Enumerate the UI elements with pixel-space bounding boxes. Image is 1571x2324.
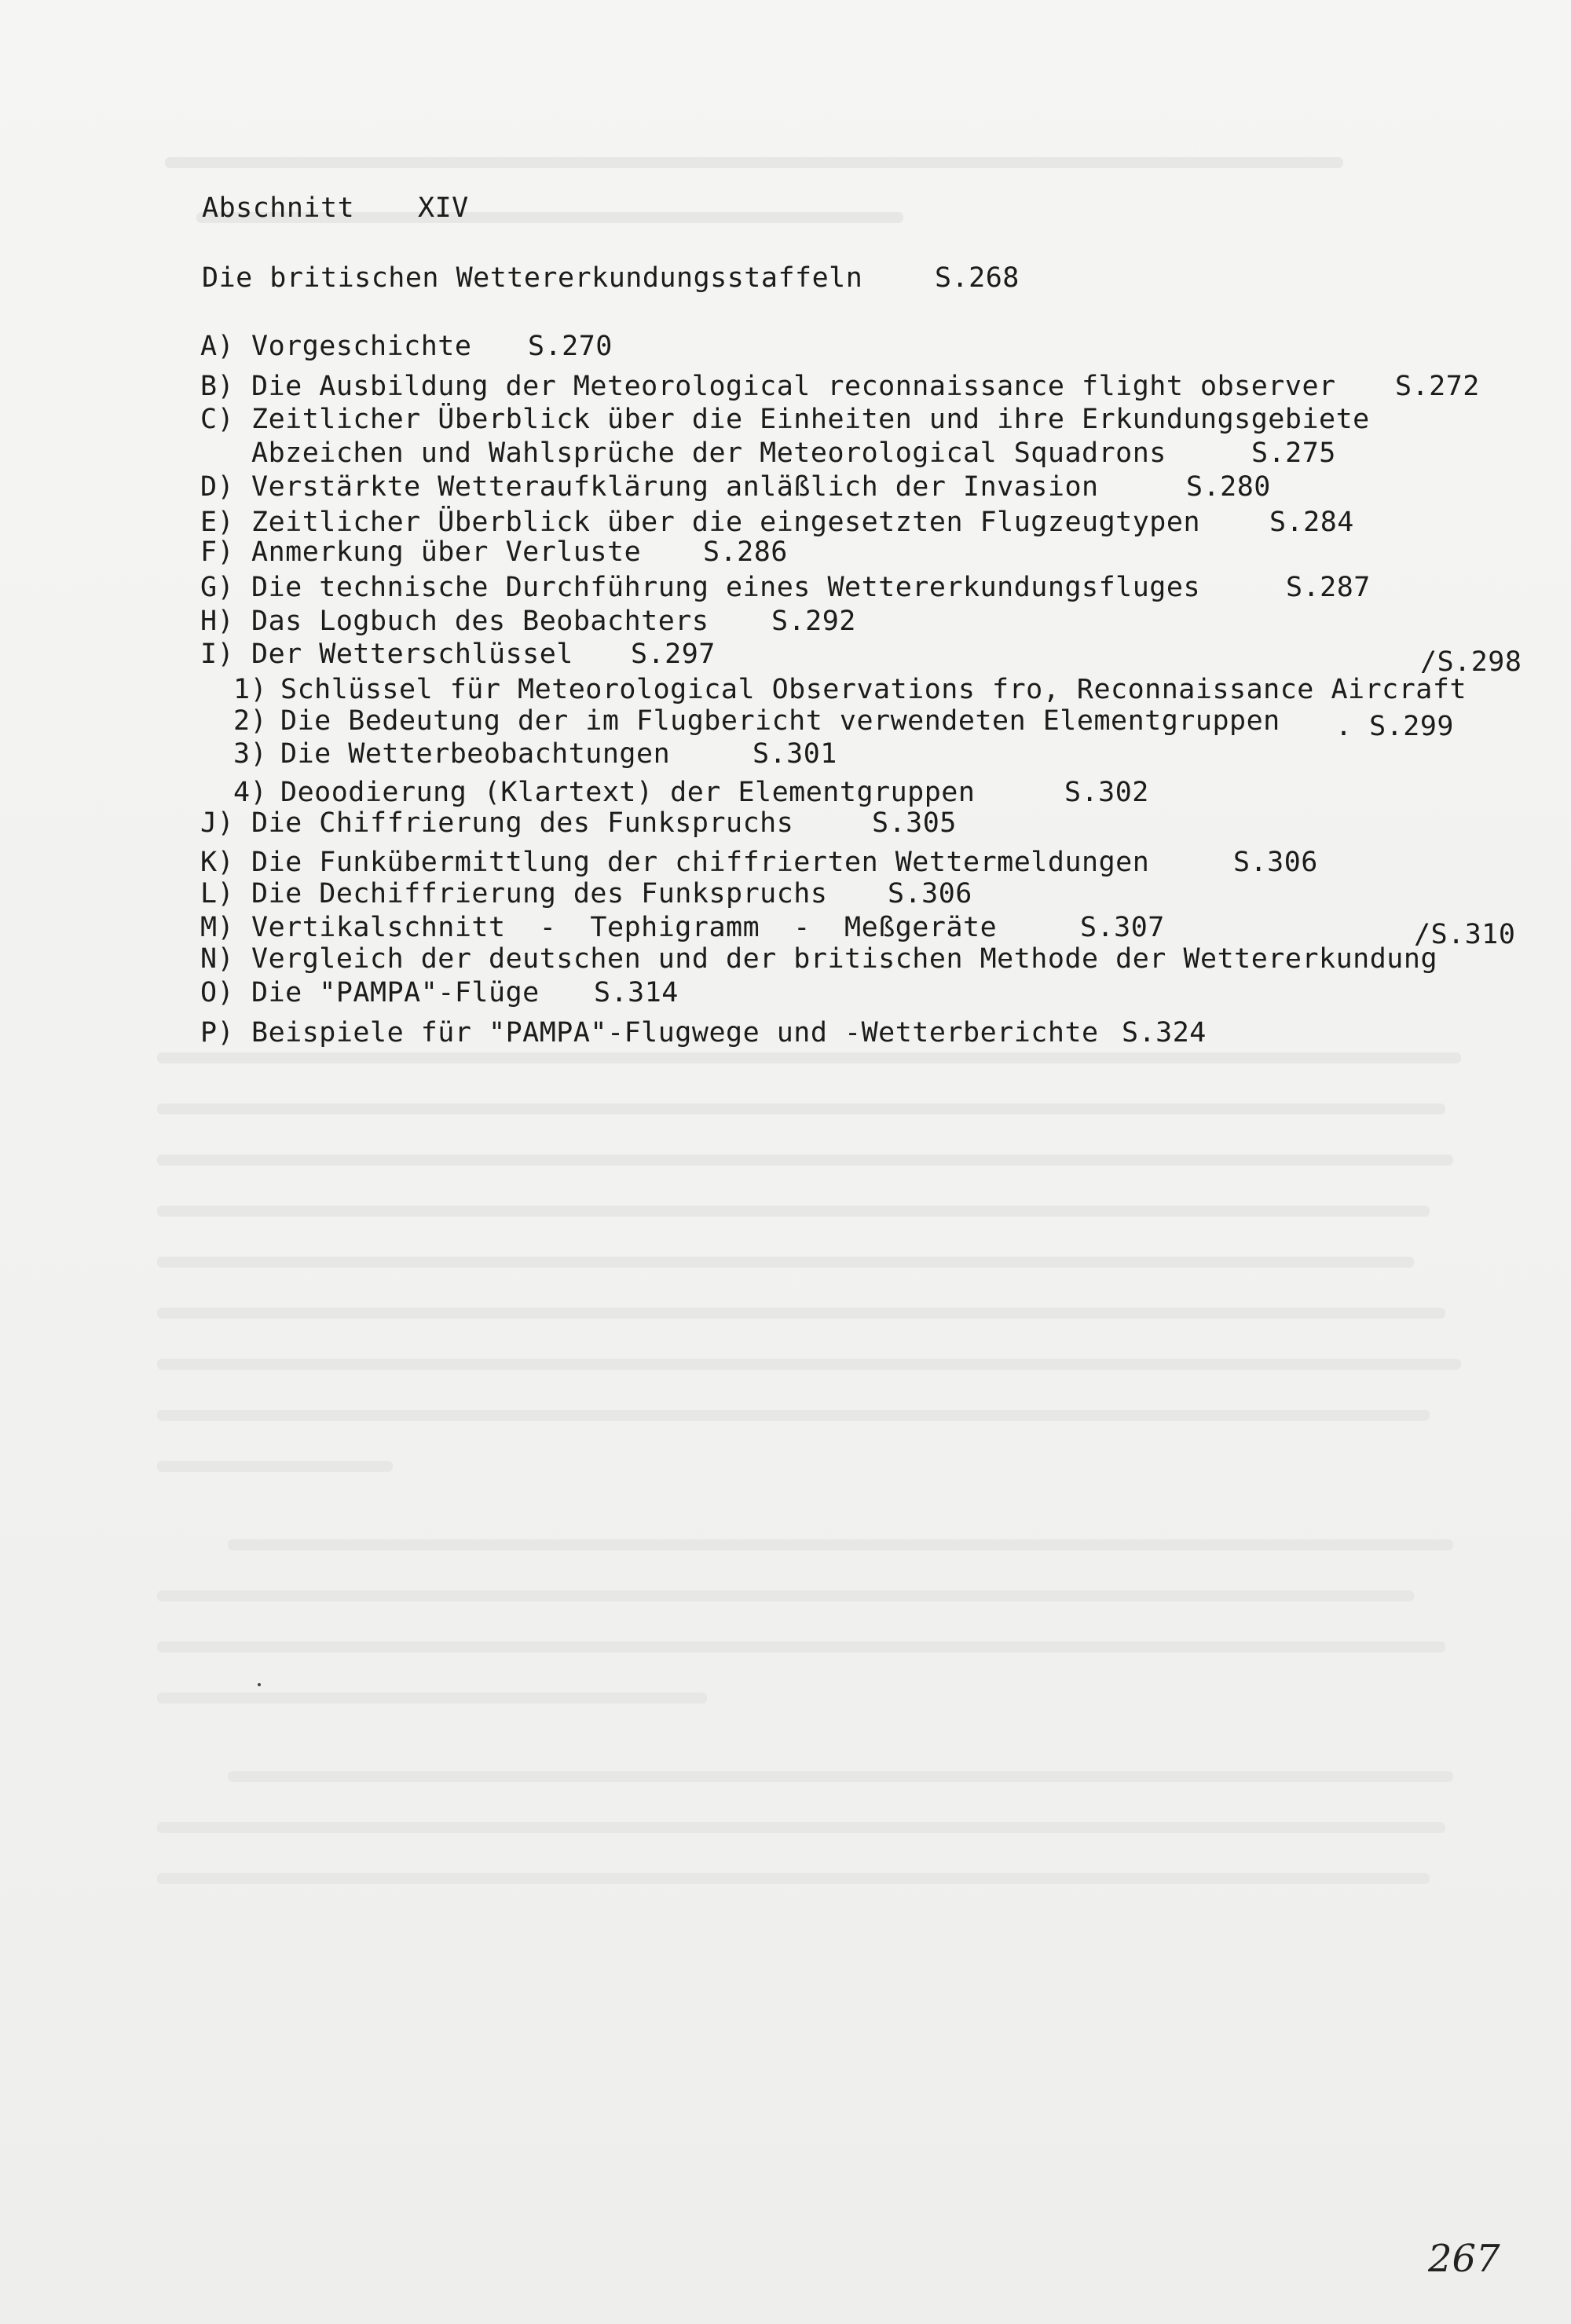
toc-entry-c-sub-page: S.275 xyxy=(1251,437,1336,469)
toc-entry-k-key: K) xyxy=(200,847,235,878)
toc-entry-l-key: L) xyxy=(200,878,235,909)
toc-entry-h-key: H) xyxy=(200,606,235,637)
toc-subentry-3-key: 3) xyxy=(233,738,268,770)
toc-entry-m-text: Vertikalschnitt - Tephigramm - Meßgeräte xyxy=(251,912,998,943)
stray-mark xyxy=(258,1683,261,1686)
toc-entry-e-page: S.284 xyxy=(1269,507,1354,538)
toc-entry-k-text: Die Funkübermittlung der chiffrierten Wettermeldungen xyxy=(251,847,1150,878)
toc-entry-b-text: Die Ausbildung der Meteorological reconnaissance flight observer xyxy=(251,371,1336,402)
toc-entry-p-key: P) xyxy=(200,1017,235,1049)
toc-subentry-3-text: Die Wetterbeobachtungen xyxy=(280,738,671,770)
toc-entry-k-page: S.306 xyxy=(1233,847,1318,878)
toc-entry-c-text: Zeitlicher Überblick über die Einheiten und ihre Erkundungsgebiete xyxy=(251,404,1370,435)
toc-entry-l-text: Die Dechiffrierung des Funkspruchs xyxy=(251,878,828,909)
toc-subentry-2-key: 2) xyxy=(233,705,268,737)
toc-entry-p-text: Beispiele für "PAMPA"-Flugwege und -Wetterberichte xyxy=(251,1017,1099,1049)
toc-entry-h-page: S.292 xyxy=(771,606,856,637)
toc-subentry-4-key: 4) xyxy=(233,777,268,808)
toc-entry-o-key: O) xyxy=(200,977,235,1008)
toc-subentry-1-key: 1) xyxy=(233,674,268,705)
toc-entry-i-text: Der Wetterschlüssel xyxy=(251,639,573,670)
toc-entry-a-page: S.270 xyxy=(528,331,613,362)
toc-subentry-2-page: . S.299 xyxy=(1335,711,1455,742)
toc-entry-n-text: Vergleich der deutschen und der britischen Methode der Wettererkundung xyxy=(251,943,1438,975)
toc-entry-d-key: D) xyxy=(200,471,235,503)
toc-entry-a-key: A) xyxy=(200,331,235,362)
section-title: Die britischen Wettererkundungsstaffeln xyxy=(202,262,863,294)
toc-entry-o-text: Die "PAMPA"-Flüge xyxy=(251,977,540,1008)
section-title-page: S.268 xyxy=(935,262,1020,294)
toc-entry-c-key: C) xyxy=(200,404,235,435)
toc-entry-h-text: Das Logbuch des Beobachters xyxy=(251,606,709,637)
toc-entry-f-key: F) xyxy=(200,536,235,568)
toc-entry-i-page-end: /S.298 xyxy=(1420,646,1522,678)
toc-subentry-3-page: S.301 xyxy=(753,738,837,770)
toc-entry-g-text: Die technische Durchführung eines Wettererkundungsfluges xyxy=(251,572,1201,603)
toc-entry-j-page: S.305 xyxy=(872,807,957,839)
toc-entry-i-page: S.297 xyxy=(631,639,716,670)
toc-entry-a-text: Vorgeschichte xyxy=(251,331,472,362)
toc-entry-i-key: I) xyxy=(200,639,235,670)
toc-subentry-2-text: Die Bedeutung der im Flugbericht verwendeten Elementgruppen xyxy=(280,705,1280,737)
toc-entry-e-key: E) xyxy=(200,507,235,538)
toc-subentry-1-text: Schlüssel für Meteorological Observations fro, Reconnaissance Aircraft xyxy=(280,674,1467,705)
toc-subentry-4-page: S.302 xyxy=(1064,777,1149,808)
toc-entry-f-text: Anmerkung über Verluste xyxy=(251,536,642,568)
toc-entry-m-page: S.307 xyxy=(1080,912,1165,943)
toc-entry-g-key: G) xyxy=(200,572,235,603)
toc-entry-m-key: M) xyxy=(200,912,235,943)
toc-entry-c-sub-text: Abzeichen und Wahlsprüche der Meteorological Squadrons xyxy=(251,437,1166,469)
toc-entry-f-page: S.286 xyxy=(703,536,788,568)
section-heading-number: XIV xyxy=(418,192,469,224)
toc-entry-d-text: Verstärkte Wetteraufklärung anläßlich der Invasion xyxy=(251,471,1099,503)
toc-entry-p-page: S.324 xyxy=(1122,1017,1207,1049)
toc-entry-b-key: B) xyxy=(200,371,235,402)
toc-entry-g-page: S.287 xyxy=(1286,572,1371,603)
toc-entry-o-page: S.314 xyxy=(594,977,679,1008)
toc-entry-l-page: S.306 xyxy=(888,878,972,909)
toc-subentry-4-text: Deoodierung (Klartext) der Elementgruppen xyxy=(280,777,976,808)
section-heading-label: Abschnitt xyxy=(202,192,355,224)
toc-entry-d-page: S.280 xyxy=(1186,471,1271,503)
toc-entry-e-text: Zeitlicher Überblick über die eingesetzten Flugzeugtypen xyxy=(251,507,1201,538)
toc-entry-j-key: J) xyxy=(200,807,235,839)
toc-entry-j-text: Die Chiffrierung des Funkspruchs xyxy=(251,807,794,839)
page-number: 267 xyxy=(1428,2237,1500,2281)
toc-entry-m-page-end: /S.310 xyxy=(1414,919,1516,950)
toc-entry-n-key: N) xyxy=(200,943,235,975)
toc-entry-b-page: S.272 xyxy=(1395,371,1480,402)
